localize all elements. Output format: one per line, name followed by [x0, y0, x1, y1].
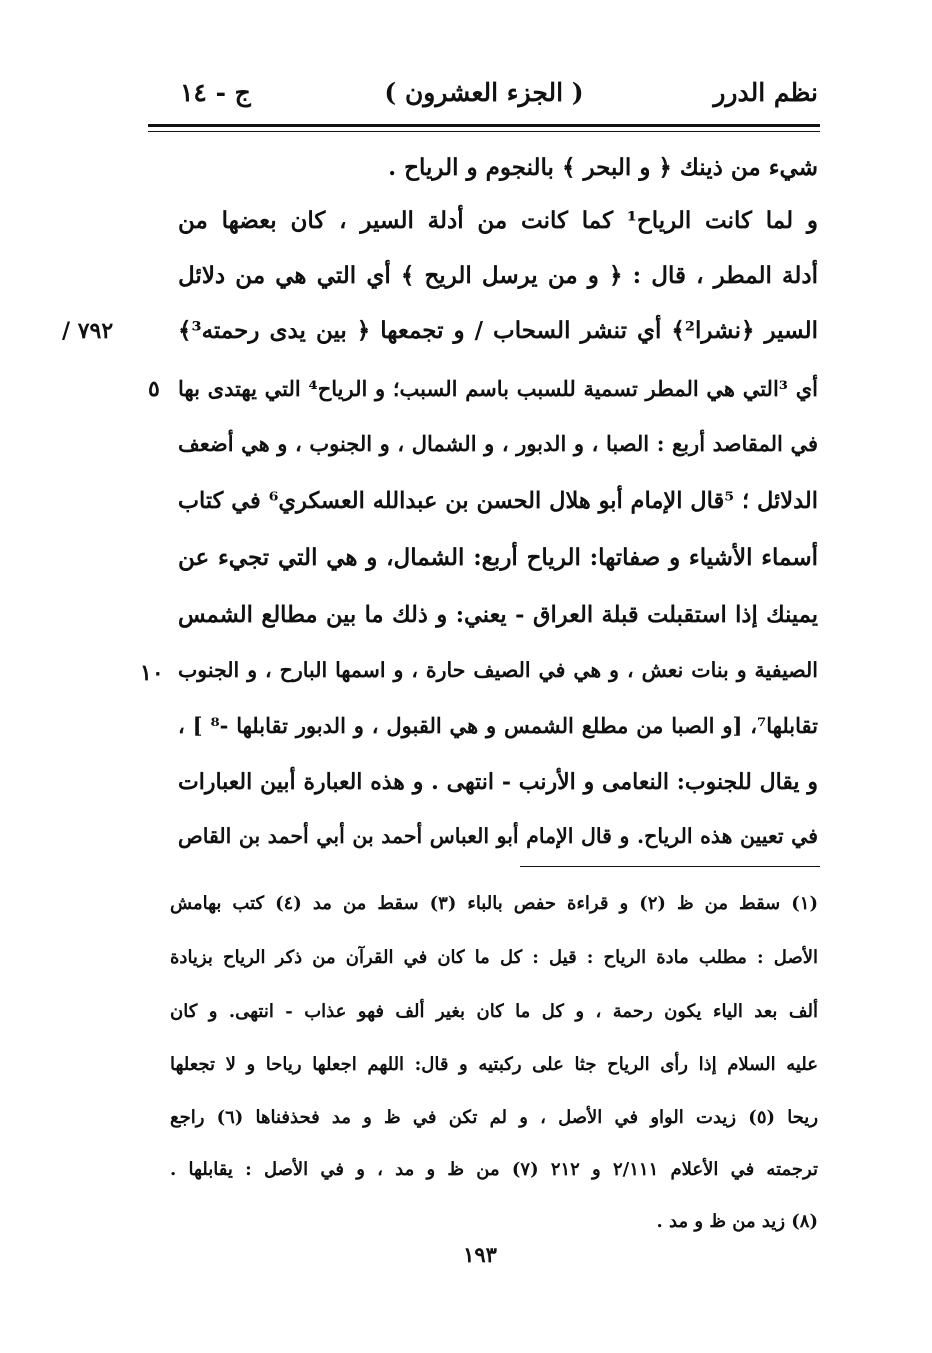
text-line: أي ³التي هي المطر تسمية للسبب باسم السبب؛ و الرياح⁴ التي يهتدى بها	[178, 376, 818, 401]
page-number: ١٩٣	[463, 1242, 497, 1267]
header-rule-thin	[148, 131, 820, 132]
margin-line-number: ٥	[148, 376, 160, 402]
volume-label: ج - ١٤	[180, 78, 251, 107]
footnote-line: ريحا (٥) زيدت الواو في الأصل ، و لم تكن في ظ و مد فحذفناها (٦) راجع	[170, 1107, 819, 1128]
text-line: و يقال للجنوب: النعامى و الأرنب - انتهى . و هذه العبارة أبين العبارات	[178, 769, 818, 795]
margin-folio-number: / ٧٩٢	[62, 318, 114, 344]
text-line: يمينك إذا استقبلت قبلة العراق - يعني: و ذلك ما بين مطالع الشمس	[178, 602, 818, 628]
footnote-line: ترجمته في الأعلام ٢/١١١ و ٢١٢ (٧) من ظ و مد ، و في الأصل : يقابلها .	[170, 1159, 818, 1180]
text-line: في المقاصد أربع : الصبا ، و الدبور ، و الشمال ، و الجنوب ، و هي أضعف	[178, 431, 818, 456]
book-title: نظم الدرر	[713, 78, 818, 107]
header-rule-thick	[148, 124, 820, 127]
footnote-line: ألف بعد الياء يكون رحمة ، و كل ما كان بغير ألف فهو عذاب - انتهى. و كان	[170, 1001, 818, 1022]
text-line: أسماء الأشياء و صفاتها: الرياح أربع: الشمال، و هي التي تجيء عن	[178, 544, 818, 571]
footnote-line: عليه السلام إذا رأى الرياح جثا على ركبتيه و قال: اللهم اجعلها رياحا و لا تجعلها	[170, 1054, 818, 1075]
text-line: أدلة المطر ، قال : ﴿ و من يرسل الريح ﴾ أي التي هي من دلائل	[178, 262, 818, 289]
text-line: تقابلها⁷، [و الصبا من مطلع الشمس و هي القبول ، و الدبور تقابلها -⁸ ] ،	[178, 713, 818, 738]
footnote-line: (١) سقط من ظ (٢) و قراءة حفص بالباء (٣) سقط من مد (٤) كتب بهامش	[170, 893, 818, 914]
text-line: الصيفية و بنات نعش ، و هي في الصيف حارة ، و اسمها البارح ، و الجنوب	[178, 658, 818, 682]
footnote-rule	[520, 866, 820, 867]
text-line: في تعيين هذه الرياح. و قال الإمام أبو العباس أحمد بن أبي أحمد بن القاص	[178, 824, 818, 848]
text-line: و لما كانت الرياح¹ كما كانت من أدلة السير ، كان بعضها من	[178, 207, 818, 234]
text-line: الدلائل ؛ ⁵قال الإمام أبو هلال الحسن بن عبدالله العسكري⁶ في كتاب	[177, 488, 818, 514]
text-line: السير ﴿نشرا²﴾ أي تنشر السحاب / و تجمعها ﴿ بين يدى رحمته³﴾	[178, 317, 818, 344]
footnote-line: الأصل : مطلب مادة الرياح : قيل : كل ما كان في القرآن من ذكر الرياح بزيادة	[170, 947, 818, 968]
margin-line-number: ١٠	[140, 660, 164, 686]
part-title: ( الجزء العشرون )	[384, 78, 584, 107]
text-line: شيء من ذينك ﴿ و البحر ﴾ بالنجوم و الرياح .	[388, 154, 818, 181]
footnote-line: (٨) زيد من ظ و مد .	[656, 1211, 818, 1232]
running-header	[150, 78, 818, 118]
